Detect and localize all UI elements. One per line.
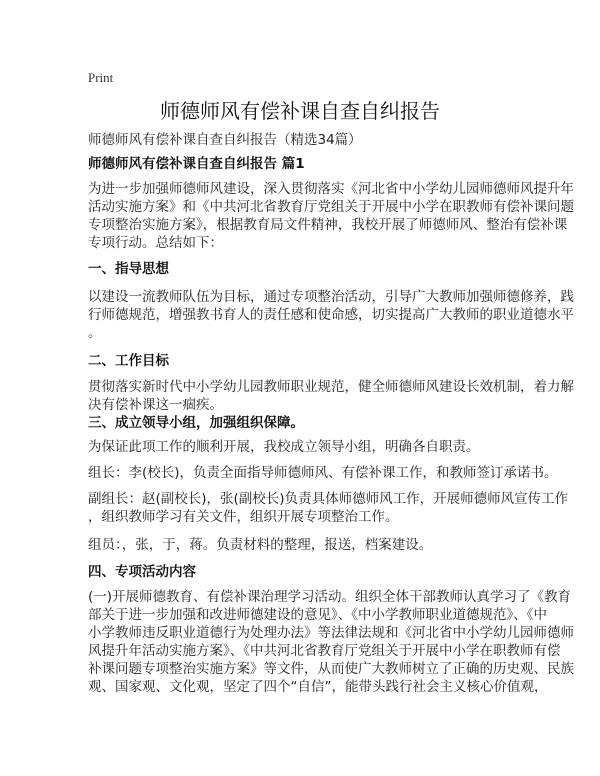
subtitle: 师德师风有偿补课自查自纠报告（精选34篇） — [88, 132, 362, 148]
section3-p2 — [88, 464, 558, 482]
page-title: 师德师风有偿补课自查自纠报告 — [160, 99, 440, 123]
line: 补课问题专项整治实施方案》等文件，从而使广大教师树立了正确的历史观、民族 — [88, 661, 574, 677]
line: 决有偿补课这一痼疾。 — [88, 397, 223, 413]
line: 组长：李(校长)，负责全面指导师德师风、有偿补课工作，和教师签订承诺书。 — [88, 465, 558, 481]
line: 。 — [88, 325, 102, 341]
section1-heading: 一、指导思想 — [88, 261, 169, 277]
line: 为保证此项工作的顺利开展，我校成立领导小组，明确各自职责。 — [88, 439, 480, 455]
print-link[interactable]: Print — [88, 70, 114, 85]
line: 组员：，张，于，蒋。负责材料的整理，报送，档案建设。 — [88, 537, 433, 553]
line: 贯彻落实新时代中小学幼儿园教师职业规范，健全师德师风建设长效机制，着力解 — [88, 379, 574, 395]
line: 观、国家观、文化观，坚定了四个“自信”，能带头践行社会主义核心价值观， — [88, 679, 548, 695]
line: ，组织教师学习有关文件，组织开展专项整治工作。 — [88, 509, 399, 525]
line: 活动实施方案》和《中共河北省教育厅党组关于开展中小学在职教师有偿补课问题 — [88, 199, 574, 215]
section3-p3 — [88, 490, 569, 526]
line: 专项整治实施方案》，根据教育局文件精神，我校开展了师德师风、整治有偿补课 — [88, 217, 568, 233]
line: 部关于进一步加强和改进师德建设的意见》、《中小学教师职业道德规范》、《中 — [88, 607, 547, 623]
section4-heading: 四、专项活动内容 — [88, 564, 196, 580]
section2-heading: 二、工作目标 — [88, 353, 169, 369]
section3-p1 — [88, 438, 528, 456]
line: 副组长：赵(副校长)，张(副校长)负责具体师德师风工作，开展师德师风宣传工作 — [88, 491, 569, 507]
line: 小学教师违反职业道德行为处理办法》等法律法规和《河北省中小学幼儿园师德师 — [88, 625, 574, 641]
line: 行师德规范，增强教书育人的责任感和使命感，切实提高广大教师的职业道德水平 — [88, 307, 574, 323]
article-heading: 师德师风有偿补课自查自纠报告 篇1 — [88, 156, 305, 172]
line: 以建设一流教师队伍为目标，通过专项整治活动，引导广大教师加强师德修养，践 — [88, 289, 574, 305]
section3-p4 — [88, 536, 528, 554]
section3-heading: 三、成立领导小组，加强组织保障。 — [88, 415, 304, 431]
section1-paragraph — [88, 288, 574, 342]
section2-paragraph — [88, 378, 574, 414]
line: 为进一步加强师德师风建设，深入贯彻落实《河北省中小学幼儿园师德师风提升年 — [88, 181, 574, 197]
line: 风提升年活动实施方案》、《中共河北省教育厅党组关于开展中小学在职教师有偿 — [88, 643, 561, 659]
line: (一)开展师德教育、有偿补课治理学习活动。组织全体干部教师认真学习了《教育 — [88, 589, 572, 605]
line: 专项行动。总结如下： — [88, 235, 223, 251]
section4-paragraph — [88, 588, 574, 696]
intro-paragraph — [88, 180, 574, 252]
